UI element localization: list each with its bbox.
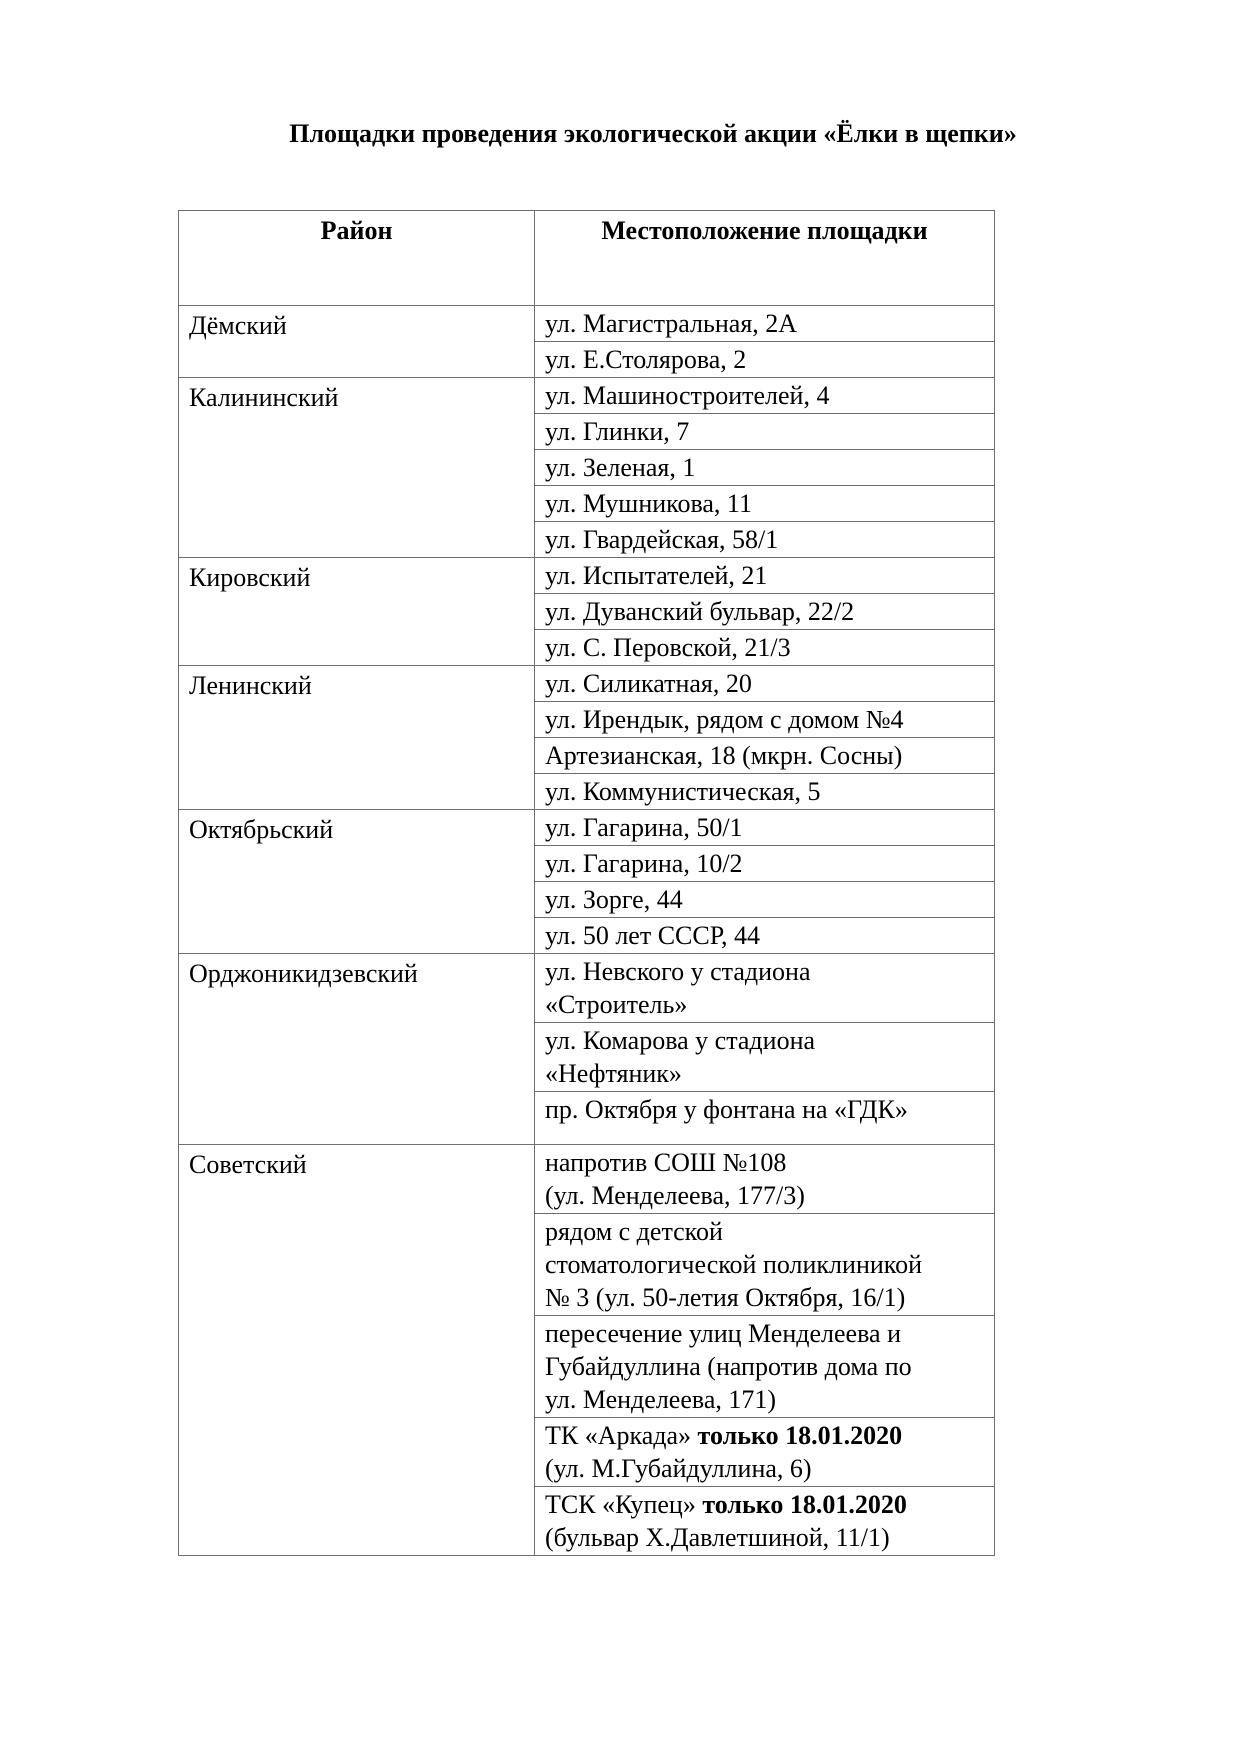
table-row [179, 306, 995, 342]
location-line: ул. Зорге, 44 [545, 885, 683, 914]
location-cell [535, 810, 995, 846]
district-cell: Советский [179, 1145, 535, 1556]
location-line: ул. Гагарина, 50/1 [545, 813, 743, 842]
district-cell: Октябрьский [179, 810, 535, 954]
location-line: ул. Гагарина, 10/2 [545, 849, 743, 878]
location-lead-line [545, 1488, 984, 1521]
location-line: Артезианская, 18 (мкрн. Сосны) [545, 741, 903, 770]
location-cell [535, 630, 995, 666]
location-cell [535, 486, 995, 522]
location-line: ул. 50 лет СССР, 44 [545, 921, 760, 950]
location-line: «Строитель» [545, 990, 688, 1019]
location-cell [535, 846, 995, 882]
location-line: № 3 (ул. 50-летия Октября, 16/1) [545, 1283, 906, 1312]
location-line: ул. Невского у стадиона [545, 957, 811, 986]
table-row [179, 954, 995, 1023]
table-row [179, 558, 995, 594]
location-line: «Нефтяник» [545, 1059, 682, 1088]
location-cell [535, 702, 995, 738]
location-cell [535, 666, 995, 702]
location-cell [535, 1487, 995, 1556]
location-line: ул. Комарова у стадиона [545, 1026, 816, 1055]
district-cell: Дёмский [179, 306, 535, 378]
location-cell [535, 1418, 995, 1487]
location-line: ул. С. Перовской, 21/3 [545, 633, 791, 662]
location-cell [535, 306, 995, 342]
location-line: пересечение улиц Менделеева и [545, 1319, 901, 1348]
location-line: (ул. М.Губайдуллина, 6) [545, 1454, 812, 1483]
location-line: стоматологической поликлиникой [545, 1250, 922, 1279]
location-cell [535, 774, 995, 810]
location-line: ул. Дуванский бульвар, 22/2 [545, 597, 855, 626]
table-row [179, 1145, 995, 1214]
location-line: ул. Коммунистическая, 5 [545, 777, 821, 806]
location-cell [535, 378, 995, 414]
location-lead-line [545, 1419, 984, 1452]
location-cell [535, 450, 995, 486]
table-row [179, 666, 995, 702]
location-line: ул. Ирендык, рядом с домом №4 [545, 705, 904, 734]
location-line: ул. Машиностроителей, 4 [545, 381, 830, 410]
location-line: ул. Испытателей, 21 [545, 561, 768, 590]
location-line: (ул. Менделеева, 177/3) [545, 1181, 805, 1210]
location-line: ул. Е.Столярова, 2 [545, 345, 747, 374]
district-cell: Ленинский [179, 666, 535, 810]
district-cell: Кировский [179, 558, 535, 666]
location-line: ул. Зеленая, 1 [545, 453, 696, 482]
location-line: ул. Силикатная, 20 [545, 669, 752, 698]
location-cell [535, 342, 995, 378]
location-line: ул. Гвардейская, 58/1 [545, 525, 779, 554]
location-cell [535, 738, 995, 774]
location-cell [535, 1316, 995, 1418]
location-line: рядом с детской [545, 1217, 723, 1246]
location-cell [535, 1214, 995, 1316]
location-cell [535, 954, 995, 1023]
table-row [179, 378, 995, 414]
location-line: Губайдуллина (напротив дома по [545, 1352, 912, 1381]
header-district: Район [179, 211, 535, 306]
location-cell [535, 1145, 995, 1214]
document-title: Площадки проведения экологической акции «Ёлки в щепки» [289, 119, 1017, 148]
header-location: Местоположение площадки [535, 211, 995, 306]
sites-table [178, 210, 995, 1556]
location-line: ул. Магистральная, 2А [545, 309, 798, 338]
location-line: пр. Октября у фонтана на «ГДК» [545, 1095, 908, 1124]
location-cell [535, 558, 995, 594]
location-cell [535, 594, 995, 630]
location-cell [535, 522, 995, 558]
location-date-note: только 18.01.2020 [697, 1421, 903, 1450]
district-cell: Калининский [179, 378, 535, 558]
location-cell [535, 918, 995, 954]
location-line: (бульвар Х.Давлетшиной, 11/1) [545, 1523, 890, 1552]
location-line: напротив СОШ №108 [545, 1148, 787, 1177]
table-body [179, 306, 995, 1556]
location-lead-text: ТК «Аркада» [545, 1421, 698, 1450]
location-cell [535, 414, 995, 450]
location-cell [535, 1023, 995, 1092]
location-line: ул. Менделеева, 171) [545, 1385, 777, 1414]
location-line: ул. Глинки, 7 [545, 417, 690, 446]
location-date-note: только 18.01.2020 [702, 1490, 907, 1519]
location-lead-text: ТСК «Купец» [545, 1490, 703, 1519]
district-cell: Орджоникидзевский [179, 954, 535, 1145]
table-header-row [179, 211, 995, 306]
table-row [179, 810, 995, 846]
location-cell [535, 1092, 995, 1145]
location-line: ул. Мушникова, 11 [545, 489, 752, 518]
location-cell [535, 882, 995, 918]
